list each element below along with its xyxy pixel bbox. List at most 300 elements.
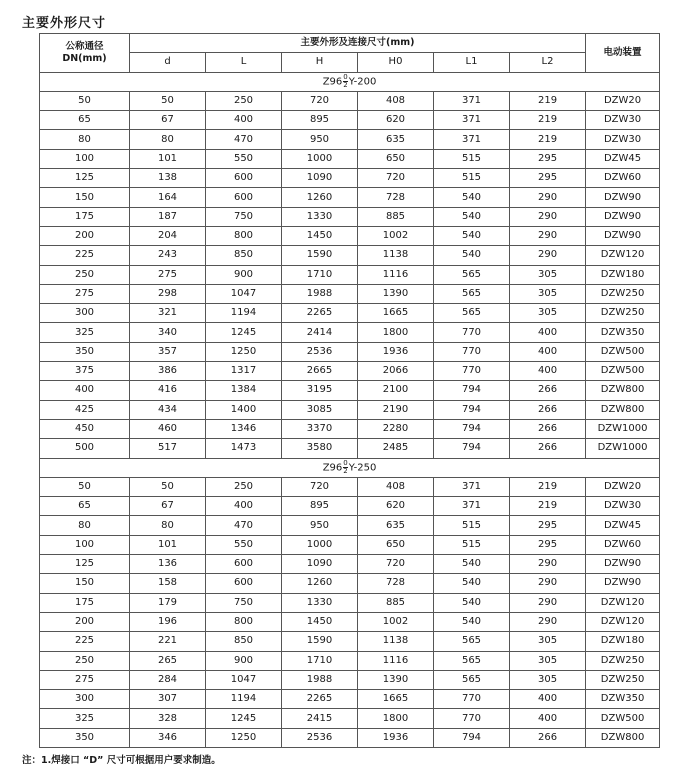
table-cell: 1047 bbox=[206, 284, 282, 303]
table-cell: 770 bbox=[434, 342, 510, 361]
table-cell: 1000 bbox=[282, 149, 358, 168]
table-cell: 540 bbox=[434, 555, 510, 574]
table-row bbox=[40, 497, 660, 516]
table-cell: 328 bbox=[130, 709, 206, 728]
table-cell: 284 bbox=[130, 670, 206, 689]
table-cell: DZW800 bbox=[586, 381, 660, 400]
table-cell: 101 bbox=[130, 535, 206, 554]
table-cell: 321 bbox=[130, 304, 206, 323]
table-cell: DZW350 bbox=[586, 690, 660, 709]
table-cell: 2190 bbox=[358, 400, 434, 419]
table-cell: 400 bbox=[510, 690, 586, 709]
table-cell: 290 bbox=[510, 207, 586, 226]
table-cell: 290 bbox=[510, 574, 586, 593]
model-suffix: Y-250 bbox=[348, 462, 377, 474]
table-cell: 408 bbox=[358, 477, 434, 496]
table-cell: 1090 bbox=[282, 169, 358, 188]
table-cell: DZW350 bbox=[586, 323, 660, 342]
table-cell: 266 bbox=[510, 728, 586, 747]
table-cell: 950 bbox=[282, 130, 358, 149]
table-cell: 1002 bbox=[358, 612, 434, 631]
table-cell: DZW90 bbox=[586, 226, 660, 245]
table-cell: 138 bbox=[130, 169, 206, 188]
table-cell: 720 bbox=[282, 477, 358, 496]
table-cell: 1384 bbox=[206, 381, 282, 400]
table-cell: 266 bbox=[510, 400, 586, 419]
table-row bbox=[40, 728, 660, 747]
table-row bbox=[40, 381, 660, 400]
table-cell: 125 bbox=[40, 169, 130, 188]
table-row bbox=[40, 670, 660, 689]
table-cell: 1194 bbox=[206, 304, 282, 323]
page-title: 主要外形尺寸 bbox=[22, 16, 107, 31]
table-cell: 200 bbox=[40, 612, 130, 631]
table-row bbox=[40, 535, 660, 554]
table-cell: 1002 bbox=[358, 226, 434, 245]
table-cell: 650 bbox=[358, 149, 434, 168]
table-cell: 298 bbox=[130, 284, 206, 303]
table-cell: 794 bbox=[434, 439, 510, 458]
table-row bbox=[40, 632, 660, 651]
table-cell: 565 bbox=[434, 304, 510, 323]
table-cell: 300 bbox=[40, 304, 130, 323]
header-dn-line2: DN(mm) bbox=[62, 52, 107, 64]
table-cell: 136 bbox=[130, 555, 206, 574]
table-cell: 770 bbox=[434, 690, 510, 709]
table-cell: 346 bbox=[130, 728, 206, 747]
table-row bbox=[40, 651, 660, 670]
table-cell: 460 bbox=[130, 419, 206, 438]
table-cell: 1260 bbox=[282, 188, 358, 207]
table-cell: 67 bbox=[130, 497, 206, 516]
table-cell: DZW30 bbox=[586, 497, 660, 516]
table-cell: 885 bbox=[358, 593, 434, 612]
table-cell: 50 bbox=[40, 91, 130, 110]
table-cell: 101 bbox=[130, 149, 206, 168]
table-cell: DZW800 bbox=[586, 728, 660, 747]
table-cell: 65 bbox=[40, 111, 130, 130]
table-cell: 250 bbox=[206, 477, 282, 496]
table-cell: 1116 bbox=[358, 265, 434, 284]
table-cell: 1260 bbox=[282, 574, 358, 593]
table-cell: 400 bbox=[510, 342, 586, 361]
table-cell: 750 bbox=[206, 593, 282, 612]
table-cell: 850 bbox=[206, 632, 282, 651]
table-cell: 728 bbox=[358, 188, 434, 207]
table-row bbox=[40, 207, 660, 226]
table-cell: 325 bbox=[40, 709, 130, 728]
table-cell: 3370 bbox=[282, 419, 358, 438]
table-cell: 80 bbox=[40, 130, 130, 149]
table-cell: 275 bbox=[40, 670, 130, 689]
table-cell: 1800 bbox=[358, 323, 434, 342]
table-cell: 794 bbox=[434, 728, 510, 747]
table-cell: 350 bbox=[40, 728, 130, 747]
table-cell: 200 bbox=[40, 226, 130, 245]
table-cell: 50 bbox=[40, 477, 130, 496]
table-cell: DZW90 bbox=[586, 207, 660, 226]
table-cell: 600 bbox=[206, 574, 282, 593]
table-cell: 187 bbox=[130, 207, 206, 226]
table-cell: DZW30 bbox=[586, 111, 660, 130]
table-cell: 179 bbox=[130, 593, 206, 612]
table-row bbox=[40, 439, 660, 458]
table-cell: 794 bbox=[434, 400, 510, 419]
table-cell: 371 bbox=[434, 91, 510, 110]
table-row bbox=[40, 304, 660, 323]
table-cell: 266 bbox=[510, 381, 586, 400]
table-cell: 635 bbox=[358, 516, 434, 535]
table-cell: DZW120 bbox=[586, 593, 660, 612]
group-model-label bbox=[40, 72, 660, 91]
table-cell: DZW20 bbox=[586, 91, 660, 110]
table-cell: 400 bbox=[510, 323, 586, 342]
table-cell: 565 bbox=[434, 670, 510, 689]
table-cell: 1250 bbox=[206, 342, 282, 361]
table-cell: 290 bbox=[510, 612, 586, 631]
table-cell: 250 bbox=[206, 91, 282, 110]
table-cell: 1710 bbox=[282, 651, 358, 670]
table-cell: DZW120 bbox=[586, 612, 660, 631]
table-cell: DZW90 bbox=[586, 574, 660, 593]
table-cell: 750 bbox=[206, 207, 282, 226]
table-cell: 400 bbox=[206, 111, 282, 130]
fraction-top: 0 bbox=[343, 73, 348, 82]
table-cell: 770 bbox=[434, 323, 510, 342]
table-cell: 100 bbox=[40, 535, 130, 554]
table-cell: 400 bbox=[510, 709, 586, 728]
table-cell: 1665 bbox=[358, 690, 434, 709]
table-cell: 540 bbox=[434, 593, 510, 612]
table-cell: 1936 bbox=[358, 728, 434, 747]
table-cell: 600 bbox=[206, 169, 282, 188]
table-row bbox=[40, 690, 660, 709]
table-cell: 1710 bbox=[282, 265, 358, 284]
table-cell: DZW90 bbox=[586, 188, 660, 207]
table-cell: 150 bbox=[40, 574, 130, 593]
table-cell: 265 bbox=[130, 651, 206, 670]
table-cell: DZW180 bbox=[586, 265, 660, 284]
table-cell: 728 bbox=[358, 574, 434, 593]
table-cell: DZW1000 bbox=[586, 439, 660, 458]
model-prefix: Z96 bbox=[322, 76, 343, 88]
table-cell: 1138 bbox=[358, 632, 434, 651]
table-cell: 770 bbox=[434, 362, 510, 381]
table-cell: 219 bbox=[510, 111, 586, 130]
table-cell: 1330 bbox=[282, 593, 358, 612]
table-cell: 2265 bbox=[282, 690, 358, 709]
table-cell: 517 bbox=[130, 439, 206, 458]
table-cell: 295 bbox=[510, 149, 586, 168]
table-cell: 219 bbox=[510, 497, 586, 516]
table-cell: 300 bbox=[40, 690, 130, 709]
table-cell: 1473 bbox=[206, 439, 282, 458]
table-cell: 600 bbox=[206, 188, 282, 207]
header-col-L: L bbox=[206, 53, 282, 72]
table-cell: 3085 bbox=[282, 400, 358, 419]
table-row bbox=[40, 342, 660, 361]
table-cell: 800 bbox=[206, 226, 282, 245]
table-cell: 243 bbox=[130, 246, 206, 265]
header-dn bbox=[40, 34, 130, 73]
header-col-L1: L1 bbox=[434, 53, 510, 72]
table-cell: 1400 bbox=[206, 400, 282, 419]
table-cell: 250 bbox=[40, 651, 130, 670]
table-cell: 371 bbox=[434, 477, 510, 496]
table-cell: DZW120 bbox=[586, 246, 660, 265]
table-cell: 565 bbox=[434, 632, 510, 651]
table-cell: 2485 bbox=[358, 439, 434, 458]
table-cell: 500 bbox=[40, 439, 130, 458]
table-cell: 885 bbox=[358, 207, 434, 226]
table-cell: 340 bbox=[130, 323, 206, 342]
table-cell: 400 bbox=[510, 362, 586, 381]
table-cell: 515 bbox=[434, 535, 510, 554]
table-cell: 1317 bbox=[206, 362, 282, 381]
table-cell: 219 bbox=[510, 477, 586, 496]
table-cell: 550 bbox=[206, 149, 282, 168]
table-cell: DZW20 bbox=[586, 477, 660, 496]
table-cell: 164 bbox=[130, 188, 206, 207]
header-col-L2: L2 bbox=[510, 53, 586, 72]
fraction-bottom: 2 bbox=[343, 81, 348, 90]
dimensions-table bbox=[39, 33, 660, 748]
table-cell: 1800 bbox=[358, 709, 434, 728]
table-row bbox=[40, 284, 660, 303]
table-cell: 620 bbox=[358, 111, 434, 130]
table-cell: 1346 bbox=[206, 419, 282, 438]
table-cell: 720 bbox=[282, 91, 358, 110]
table-cell: 650 bbox=[358, 535, 434, 554]
table-cell: 540 bbox=[434, 574, 510, 593]
table-row bbox=[40, 226, 660, 245]
table-row bbox=[40, 612, 660, 631]
table-cell: 794 bbox=[434, 419, 510, 438]
table-cell: 900 bbox=[206, 265, 282, 284]
table-cell: 357 bbox=[130, 342, 206, 361]
table-cell: 540 bbox=[434, 207, 510, 226]
table-cell: 196 bbox=[130, 612, 206, 631]
table-cell: DZW500 bbox=[586, 342, 660, 361]
table-row bbox=[40, 477, 660, 496]
table-cell: 408 bbox=[358, 91, 434, 110]
table-cell: 540 bbox=[434, 226, 510, 245]
table-cell: DZW180 bbox=[586, 632, 660, 651]
table-cell: 720 bbox=[358, 555, 434, 574]
table-cell: 221 bbox=[130, 632, 206, 651]
table-cell: 371 bbox=[434, 111, 510, 130]
table-cell: 290 bbox=[510, 246, 586, 265]
table-cell: 2066 bbox=[358, 362, 434, 381]
table-cell: 1936 bbox=[358, 342, 434, 361]
table-cell: 1116 bbox=[358, 651, 434, 670]
table-cell: DZW45 bbox=[586, 149, 660, 168]
table-cell: 540 bbox=[434, 188, 510, 207]
group-header-row bbox=[40, 458, 660, 477]
table-cell: 325 bbox=[40, 323, 130, 342]
table-cell: 895 bbox=[282, 111, 358, 130]
table-cell: 1047 bbox=[206, 670, 282, 689]
table-body bbox=[40, 72, 660, 747]
table-cell: 371 bbox=[434, 130, 510, 149]
model-fraction bbox=[343, 460, 347, 475]
header-row-2 bbox=[40, 53, 660, 72]
table-row bbox=[40, 111, 660, 130]
table-row bbox=[40, 555, 660, 574]
table-cell: DZW500 bbox=[586, 362, 660, 381]
table-cell: 425 bbox=[40, 400, 130, 419]
table-cell: 1590 bbox=[282, 246, 358, 265]
table-cell: 794 bbox=[434, 381, 510, 400]
table-cell: 2536 bbox=[282, 342, 358, 361]
table-cell: 2280 bbox=[358, 419, 434, 438]
table-cell: 450 bbox=[40, 419, 130, 438]
table-cell: 565 bbox=[434, 284, 510, 303]
table-cell: DZW250 bbox=[586, 670, 660, 689]
table-cell: 1390 bbox=[358, 670, 434, 689]
table-cell: 295 bbox=[510, 516, 586, 535]
table-cell: 371 bbox=[434, 497, 510, 516]
table-cell: 50 bbox=[130, 91, 206, 110]
model-fraction bbox=[343, 74, 347, 89]
footnote: 注：1.焊接口 “D” 尺寸可根据用户要求制造。 bbox=[22, 755, 221, 766]
table-cell: 65 bbox=[40, 497, 130, 516]
header-dims-group: 主要外形及连接尺寸(mm) bbox=[130, 34, 586, 53]
table-cell: 50 bbox=[130, 477, 206, 496]
table-cell: 515 bbox=[434, 169, 510, 188]
table-cell: 305 bbox=[510, 265, 586, 284]
table-cell: 1194 bbox=[206, 690, 282, 709]
table-cell: 175 bbox=[40, 593, 130, 612]
header-row-1 bbox=[40, 34, 660, 53]
table-cell: 158 bbox=[130, 574, 206, 593]
table-cell: 1390 bbox=[358, 284, 434, 303]
table-cell: DZW60 bbox=[586, 535, 660, 554]
table-cell: DZW1000 bbox=[586, 419, 660, 438]
header-col-H: H bbox=[282, 53, 358, 72]
table-cell: 540 bbox=[434, 246, 510, 265]
table-cell: 1245 bbox=[206, 323, 282, 342]
table-row bbox=[40, 188, 660, 207]
table-cell: 850 bbox=[206, 246, 282, 265]
table-cell: 150 bbox=[40, 188, 130, 207]
table-cell: 2415 bbox=[282, 709, 358, 728]
table-cell: 770 bbox=[434, 709, 510, 728]
table-cell: 375 bbox=[40, 362, 130, 381]
table-row bbox=[40, 149, 660, 168]
table-cell: DZW500 bbox=[586, 709, 660, 728]
table-cell: 3195 bbox=[282, 381, 358, 400]
table-cell: 1000 bbox=[282, 535, 358, 554]
table-cell: 275 bbox=[40, 284, 130, 303]
table-cell: 800 bbox=[206, 612, 282, 631]
table-row bbox=[40, 362, 660, 381]
table-cell: 305 bbox=[510, 632, 586, 651]
table-cell: 470 bbox=[206, 516, 282, 535]
table-cell: DZW60 bbox=[586, 169, 660, 188]
table-cell: 1665 bbox=[358, 304, 434, 323]
table-cell: 295 bbox=[510, 169, 586, 188]
table-cell: 305 bbox=[510, 651, 586, 670]
table-cell: 950 bbox=[282, 516, 358, 535]
table-cell: 290 bbox=[510, 593, 586, 612]
table-row bbox=[40, 265, 660, 284]
table-cell: 266 bbox=[510, 439, 586, 458]
table-cell: 225 bbox=[40, 632, 130, 651]
table-row bbox=[40, 593, 660, 612]
table-cell: 67 bbox=[130, 111, 206, 130]
table-cell: 100 bbox=[40, 149, 130, 168]
table-cell: 900 bbox=[206, 651, 282, 670]
table-cell: 400 bbox=[40, 381, 130, 400]
table-cell: 125 bbox=[40, 555, 130, 574]
table-cell: 1988 bbox=[282, 670, 358, 689]
table-cell: 305 bbox=[510, 284, 586, 303]
table-row bbox=[40, 574, 660, 593]
table-cell: 219 bbox=[510, 130, 586, 149]
table-cell: DZW45 bbox=[586, 516, 660, 535]
table-cell: DZW800 bbox=[586, 400, 660, 419]
table-cell: 2265 bbox=[282, 304, 358, 323]
table-row bbox=[40, 516, 660, 535]
table-row bbox=[40, 323, 660, 342]
table-cell: 350 bbox=[40, 342, 130, 361]
table-row bbox=[40, 400, 660, 419]
table-cell: 400 bbox=[206, 497, 282, 516]
table-cell: 225 bbox=[40, 246, 130, 265]
table-cell: 1330 bbox=[282, 207, 358, 226]
table-cell: 720 bbox=[358, 169, 434, 188]
table-row bbox=[40, 130, 660, 149]
header-col-d: d bbox=[130, 53, 206, 72]
table-cell: 2536 bbox=[282, 728, 358, 747]
table-cell: 175 bbox=[40, 207, 130, 226]
table-cell: DZW90 bbox=[586, 555, 660, 574]
table-cell: 515 bbox=[434, 516, 510, 535]
table-cell: 219 bbox=[510, 91, 586, 110]
table-cell: 290 bbox=[510, 188, 586, 207]
table-cell: 2100 bbox=[358, 381, 434, 400]
table-cell: 2414 bbox=[282, 323, 358, 342]
table-cell: 416 bbox=[130, 381, 206, 400]
table-cell: 895 bbox=[282, 497, 358, 516]
table-cell: 620 bbox=[358, 497, 434, 516]
table-cell: 80 bbox=[130, 130, 206, 149]
table-cell: 1450 bbox=[282, 226, 358, 245]
table-cell: 565 bbox=[434, 265, 510, 284]
table-cell: DZW250 bbox=[586, 284, 660, 303]
header-device: 电动装置 bbox=[586, 34, 660, 73]
table-cell: DZW250 bbox=[586, 651, 660, 670]
table-cell: 1988 bbox=[282, 284, 358, 303]
table-cell: 250 bbox=[40, 265, 130, 284]
table-cell: 1450 bbox=[282, 612, 358, 631]
table-cell: 515 bbox=[434, 149, 510, 168]
table-row bbox=[40, 169, 660, 188]
header-col-H0: H0 bbox=[358, 53, 434, 72]
table-row bbox=[40, 246, 660, 265]
table-cell: 540 bbox=[434, 612, 510, 631]
table-row bbox=[40, 709, 660, 728]
table-cell: 1245 bbox=[206, 709, 282, 728]
table-cell: 2665 bbox=[282, 362, 358, 381]
table-cell: 1138 bbox=[358, 246, 434, 265]
table-cell: 635 bbox=[358, 130, 434, 149]
group-header-row bbox=[40, 72, 660, 91]
fraction-bottom: 2 bbox=[343, 467, 348, 476]
table-cell: 266 bbox=[510, 419, 586, 438]
table-cell: 307 bbox=[130, 690, 206, 709]
